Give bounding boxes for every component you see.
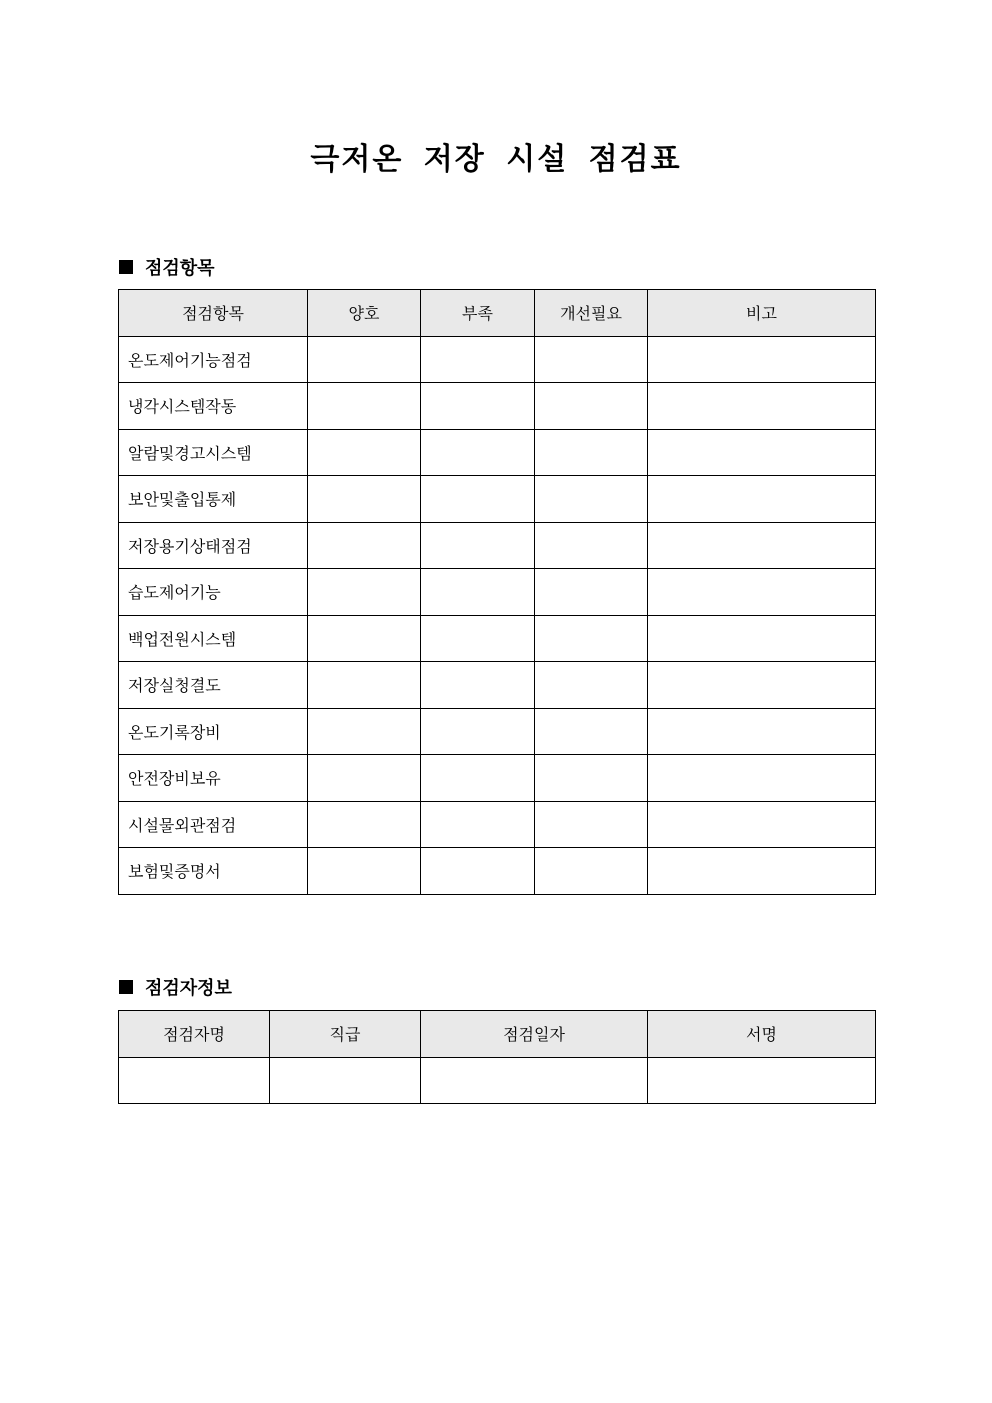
- table-row: [119, 708, 876, 755]
- insufficient-cell[interactable]: [421, 476, 535, 523]
- inspection-table: [118, 289, 876, 895]
- column-header: 비고: [648, 290, 876, 337]
- column-header: 점검자명: [119, 1011, 270, 1058]
- table-row: [119, 429, 876, 476]
- table-header-row: [119, 1011, 876, 1058]
- position-cell[interactable]: [270, 1057, 421, 1104]
- insufficient-cell[interactable]: [421, 522, 535, 569]
- remarks-cell[interactable]: [648, 429, 876, 476]
- column-header: 점검항목: [119, 290, 308, 337]
- remarks-cell[interactable]: [648, 522, 876, 569]
- insufficient-cell[interactable]: [421, 662, 535, 709]
- needs-improvement-cell[interactable]: [535, 336, 648, 383]
- needs-improvement-cell[interactable]: [535, 569, 648, 616]
- good-cell[interactable]: [308, 708, 421, 755]
- good-cell[interactable]: [308, 662, 421, 709]
- remarks-cell[interactable]: [648, 801, 876, 848]
- table-row: [119, 801, 876, 848]
- table-row: [119, 848, 876, 895]
- signature-cell[interactable]: [648, 1057, 876, 1104]
- column-header: 부족: [421, 290, 535, 337]
- inspection-item-label: 안전장비보유: [119, 755, 308, 802]
- table-row: [119, 569, 876, 616]
- needs-improvement-cell[interactable]: [535, 848, 648, 895]
- needs-improvement-cell[interactable]: [535, 755, 648, 802]
- inspector-table: [118, 1010, 876, 1104]
- remarks-cell[interactable]: [648, 755, 876, 802]
- insufficient-cell[interactable]: [421, 383, 535, 430]
- needs-improvement-cell[interactable]: [535, 662, 648, 709]
- needs-improvement-cell[interactable]: [535, 801, 648, 848]
- inspection-item-label: 냉각시스템작동: [119, 383, 308, 430]
- column-header: 양호: [308, 290, 421, 337]
- remarks-cell[interactable]: [648, 662, 876, 709]
- good-cell[interactable]: [308, 615, 421, 662]
- good-cell[interactable]: [308, 429, 421, 476]
- inspection-item-label: 온도제어기능점검: [119, 336, 308, 383]
- remarks-cell[interactable]: [648, 383, 876, 430]
- remarks-cell[interactable]: [648, 708, 876, 755]
- remarks-cell[interactable]: [648, 476, 876, 523]
- insufficient-cell[interactable]: [421, 615, 535, 662]
- inspection-item-label: 저장용기상태점검: [119, 522, 308, 569]
- inspection-item-label: 습도제어기능: [119, 569, 308, 616]
- table-row: [119, 1057, 876, 1104]
- table-row: [119, 615, 876, 662]
- insufficient-cell[interactable]: [421, 708, 535, 755]
- inspector-name-cell[interactable]: [119, 1057, 270, 1104]
- good-cell[interactable]: [308, 848, 421, 895]
- needs-improvement-cell[interactable]: [535, 708, 648, 755]
- table-row: [119, 476, 876, 523]
- insufficient-cell[interactable]: [421, 569, 535, 616]
- column-header: 개선필요: [535, 290, 648, 337]
- remarks-cell[interactable]: [648, 569, 876, 616]
- inspection-item-label: 알람및경고시스템: [119, 429, 308, 476]
- table-row: [119, 336, 876, 383]
- good-cell[interactable]: [308, 522, 421, 569]
- column-header: 점검일자: [421, 1011, 648, 1058]
- table-row: [119, 755, 876, 802]
- inspection-item-label: 보안및출입통제: [119, 476, 308, 523]
- section-heading-inspector: [119, 974, 232, 1000]
- insufficient-cell[interactable]: [421, 755, 535, 802]
- table-row: [119, 383, 876, 430]
- table-header-row: [119, 290, 876, 337]
- column-header: 서명: [648, 1011, 876, 1058]
- insufficient-cell[interactable]: [421, 429, 535, 476]
- remarks-cell[interactable]: [648, 615, 876, 662]
- inspection-item-label: 저장실청결도: [119, 662, 308, 709]
- needs-improvement-cell[interactable]: [535, 476, 648, 523]
- column-header: 직급: [270, 1011, 421, 1058]
- table-row: [119, 522, 876, 569]
- section-heading-inspection: [119, 254, 215, 280]
- good-cell[interactable]: [308, 755, 421, 802]
- page-title: 극저온 저장 시설 점검표: [310, 142, 682, 177]
- good-cell[interactable]: [308, 569, 421, 616]
- square-bullet-icon: [119, 260, 133, 274]
- insufficient-cell[interactable]: [421, 336, 535, 383]
- table-row: [119, 662, 876, 709]
- square-bullet-icon: [119, 980, 133, 994]
- inspection-item-label: 보험및증명서: [119, 848, 308, 895]
- inspection-date-cell[interactable]: [421, 1057, 648, 1104]
- inspection-item-label: 온도기록장비: [119, 708, 308, 755]
- good-cell[interactable]: [308, 476, 421, 523]
- remarks-cell[interactable]: [648, 848, 876, 895]
- good-cell[interactable]: [308, 336, 421, 383]
- good-cell[interactable]: [308, 383, 421, 430]
- good-cell[interactable]: [308, 801, 421, 848]
- needs-improvement-cell[interactable]: [535, 522, 648, 569]
- insufficient-cell[interactable]: [421, 848, 535, 895]
- section-heading-label: 점검자정보: [145, 978, 232, 999]
- section-heading-label: 점검항목: [145, 258, 215, 279]
- insufficient-cell[interactable]: [421, 801, 535, 848]
- needs-improvement-cell[interactable]: [535, 615, 648, 662]
- needs-improvement-cell[interactable]: [535, 383, 648, 430]
- inspection-item-label: 시설물외관점검: [119, 801, 308, 848]
- inspection-item-label: 백업전원시스템: [119, 615, 308, 662]
- needs-improvement-cell[interactable]: [535, 429, 648, 476]
- remarks-cell[interactable]: [648, 336, 876, 383]
